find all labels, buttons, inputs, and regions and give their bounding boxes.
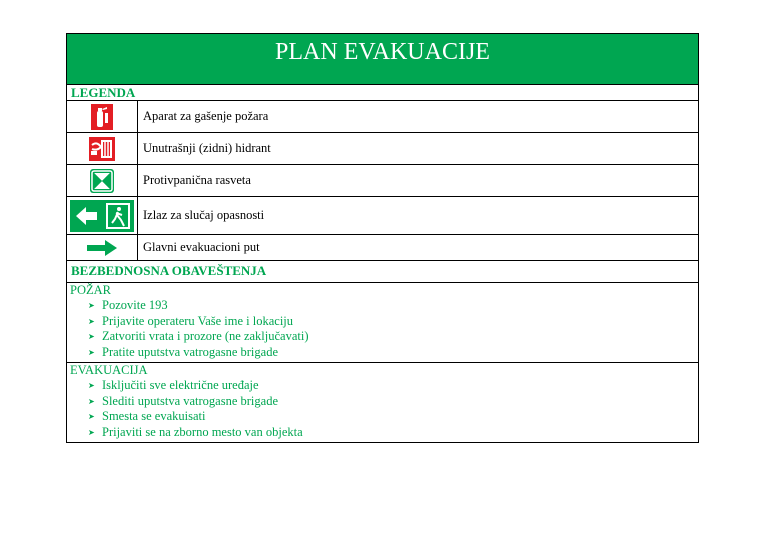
bullet-arrow-icon: ➤ <box>88 348 95 358</box>
antipanic-light-icon <box>67 165 138 196</box>
evacuation-section <box>66 363 699 443</box>
bullet-arrow-icon: ➤ <box>88 427 95 437</box>
arrow-right-icon <box>67 235 138 260</box>
list-item: ➤ Prijavite operateru Vaše ime i lokaciju <box>88 313 294 328</box>
fire-extinguisher-icon <box>67 101 138 132</box>
evacuation-plan <box>66 33 699 443</box>
evacuation-title: EVAKUACIJA <box>70 362 148 377</box>
legend-heading: LEGENDA <box>66 85 699 101</box>
bullet-arrow-icon: ➤ <box>88 396 95 406</box>
legend-row <box>66 101 699 133</box>
list-item: ➤ Slediti uputstva vatrogasne brigade <box>88 393 279 408</box>
list-item: ➤ Isključiti sve električne uređaje <box>88 377 259 392</box>
legend-label: Aparat za gašenje požara <box>143 109 269 123</box>
legend-row <box>66 165 699 197</box>
fire-section <box>66 283 699 363</box>
bullet-arrow-icon: ➤ <box>88 412 95 422</box>
list-item: ➤ Zatvoriti vrata i prozore (ne zaključavati) <box>88 329 309 344</box>
fire-list <box>70 298 698 361</box>
fire-title: POŽAR <box>70 283 111 297</box>
legend-label: Protivpanična rasveta <box>143 173 251 187</box>
bullet-arrow-icon: ➤ <box>88 332 95 342</box>
legend-label: Glavni evakuacioni put <box>143 240 260 254</box>
list-item: ➤ Smesta se evakuisati <box>88 409 206 424</box>
emergency-exit-icon <box>67 197 138 234</box>
legend-row <box>66 197 699 235</box>
safety-heading: BEZBEDNOSNA OBAVEŠTENJA <box>66 261 699 283</box>
legend-label: Unutrašnji (zidni) hidrant <box>143 141 271 155</box>
legend-row <box>66 235 699 261</box>
bullet-arrow-icon: ➤ <box>88 301 95 310</box>
bullet-arrow-icon: ➤ <box>88 380 95 390</box>
list-item: ➤ Pratite uputstva vatrogasne brigade <box>88 345 278 360</box>
legend-label: Izlaz za slučaj opasnosti <box>143 208 265 222</box>
bullet-arrow-icon: ➤ <box>88 316 95 326</box>
fire-hydrant-icon <box>67 133 138 164</box>
page-title: PLAN EVAKUACIJE <box>66 33 699 85</box>
evacuation-list <box>70 378 698 441</box>
list-item: ➤ Prijaviti se na zborno mesto van objekta <box>88 424 303 439</box>
list-item: ➤ Pozovite 193 <box>88 298 168 312</box>
legend-row <box>66 133 699 165</box>
